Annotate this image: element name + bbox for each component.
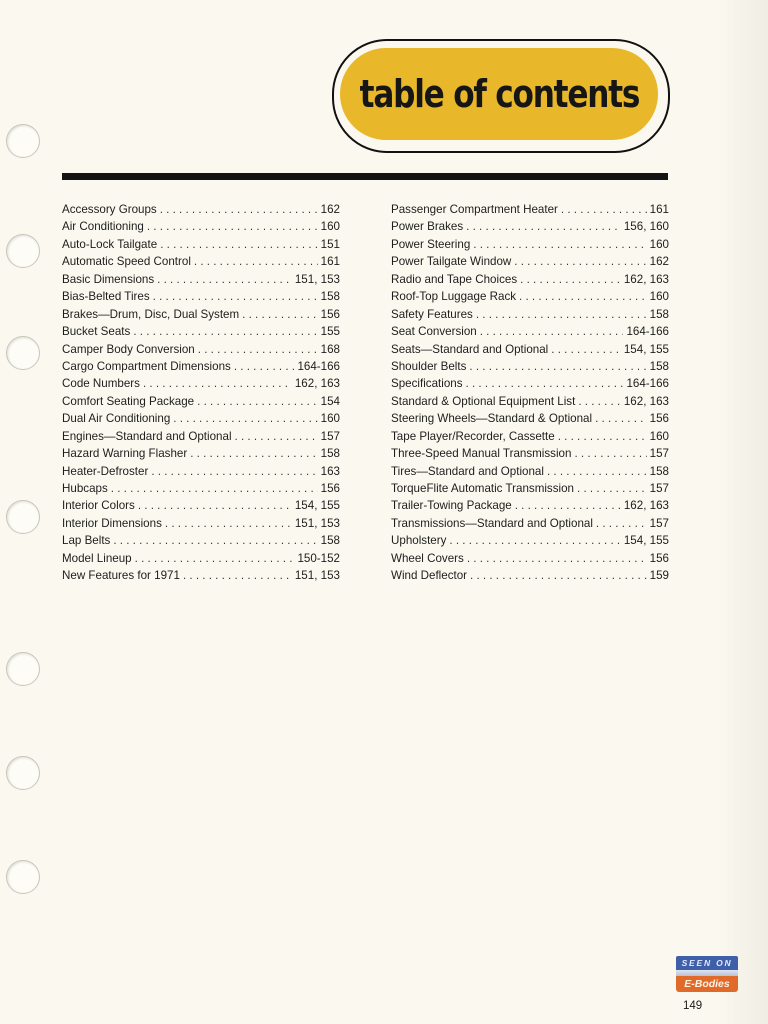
toc-entry (391, 497, 669, 514)
toc-entry-page: 163 (320, 464, 340, 478)
toc-dot-leader (514, 253, 646, 270)
toc-dot-leader (558, 428, 647, 445)
toc-entry (62, 271, 340, 288)
toc-dot-leader (173, 410, 317, 427)
toc-dot-leader (519, 288, 647, 305)
toc-entry (391, 567, 669, 584)
toc-dot-leader (551, 341, 621, 358)
toc-entry-label: Comfort Seating Package (62, 394, 195, 408)
toc-entry-label: Seat Conversion (391, 325, 477, 339)
toc-dot-leader (160, 236, 317, 253)
toc-dot-leader (596, 515, 647, 532)
toc-entry-label: Trailer-Towing Package (391, 499, 512, 513)
toc-entry-page: 154, 155 (623, 534, 669, 548)
toc-entry (391, 358, 669, 375)
toc-dot-leader (160, 201, 318, 218)
toc-entry (62, 288, 340, 305)
toc-dot-leader (480, 323, 624, 340)
toc-entry (391, 323, 669, 340)
toc-dot-leader (135, 550, 295, 567)
toc-entry-label: Tires—Standard and Optional (391, 464, 544, 478)
toc-entry (391, 393, 669, 410)
toc-entry-page: 161 (320, 255, 340, 269)
toc-entry (391, 410, 669, 427)
toc-entry (391, 236, 669, 253)
binder-hole (6, 652, 40, 686)
toc-dot-leader (449, 532, 620, 549)
toc-dot-leader (234, 358, 295, 375)
toc-dot-leader (133, 323, 317, 340)
toc-entry-page: 160 (320, 412, 340, 426)
toc-dot-leader (561, 201, 647, 218)
toc-entry-page: 160 (649, 290, 669, 304)
binder-hole (6, 860, 40, 894)
toc-entry-page: 158 (649, 464, 669, 478)
toc-entry (391, 341, 669, 358)
toc-dot-leader (515, 497, 621, 514)
toc-entry (391, 480, 669, 497)
toc-entry-label: Safety Features (391, 307, 473, 321)
toc-entry-label: Dual Air Conditioning (62, 412, 171, 426)
binder-hole (6, 234, 40, 268)
toc-entry (62, 428, 340, 445)
toc-entry-label: Code Numbers (62, 377, 140, 391)
toc-entry-label: New Features for 1971 (62, 569, 180, 583)
toc-entry-label: Radio and Tape Choices (391, 272, 518, 286)
binder-hole (6, 124, 40, 158)
toc-entry-page: 150-152 (297, 551, 340, 565)
toc-dot-leader (473, 236, 646, 253)
toc-entry (62, 253, 340, 270)
toc-entry-page: 164-166 (626, 325, 669, 339)
toc-entry (391, 532, 669, 549)
toc-dot-leader (197, 393, 318, 410)
toc-entry (391, 463, 669, 480)
toc-entry-page: 162 (649, 255, 669, 269)
toc-entry-label: Tape Player/Recorder, Cassette (391, 429, 555, 443)
toc-dot-leader (165, 515, 292, 532)
toc-dot-leader (198, 341, 318, 358)
toc-dot-leader (466, 218, 621, 235)
toc-entry-page: 156 (649, 412, 669, 426)
toc-entry-label: Basic Dimensions (62, 272, 155, 286)
toc-entry-page: 158 (320, 534, 340, 548)
toc-entry-page: 155 (320, 325, 340, 339)
toc-dot-leader (547, 463, 647, 480)
toc-entry (62, 532, 340, 549)
toc-entry-label: Wind Deflector (391, 569, 468, 583)
toc-entry-page: 156, 160 (623, 220, 669, 234)
toc-entry-label: TorqueFlite Automatic Transmission (391, 482, 574, 495)
toc-entry-page: 154, 155 (623, 342, 669, 356)
toc-entry (391, 218, 669, 235)
toc-entry-label: Camper Body Conversion (62, 342, 195, 356)
toc-entry-label: Three-Speed Manual Transmission (391, 447, 572, 461)
toc-entry (391, 428, 669, 445)
toc-entry-page: 158 (649, 359, 669, 373)
toc-dot-leader (578, 393, 621, 410)
binder-hole (6, 500, 40, 534)
toc-dot-leader (157, 271, 292, 288)
toc-entry-label: Power Brakes (391, 220, 464, 234)
toc-entry (391, 201, 669, 218)
toc-entry (62, 306, 340, 323)
toc-entry-page: 156 (320, 307, 340, 321)
toc-entry-label: Bucket Seats (62, 325, 131, 339)
toc-entry (391, 288, 669, 305)
toc-entry-label: Hazard Warning Flasher (62, 447, 188, 461)
toc-dot-leader (466, 375, 624, 392)
toc-entry-page: 151, 153 (294, 516, 340, 530)
toc-entry-label: Bias-Belted Tires (62, 290, 150, 304)
toc-entry (62, 218, 340, 235)
toc-dot-leader (153, 288, 318, 305)
toc-entry-page: 162, 163 (623, 499, 669, 513)
toc-dot-leader (469, 358, 646, 375)
toc-entry-label: Hubcaps (62, 482, 108, 495)
toc-entry (62, 567, 340, 584)
toc-entry (62, 480, 340, 497)
toc-entry (62, 358, 340, 375)
toc-entry-label: Power Steering (391, 237, 471, 251)
toc-dot-leader (235, 428, 318, 445)
toc-dot-leader (183, 567, 292, 584)
toc-entry (391, 550, 669, 567)
toc-entry (62, 445, 340, 462)
watermark-bottom-text: E-Bodies (676, 976, 738, 992)
toc-entry-page: 162, 163 (623, 272, 669, 286)
toc-entry (62, 375, 340, 392)
page-number: 149 (683, 1000, 703, 1012)
toc-entry-page: 168 (320, 342, 340, 356)
toc-entry-page: 160 (649, 429, 669, 443)
toc-entry-page: 162, 163 (294, 377, 340, 391)
page-title: table of contents (359, 72, 639, 116)
toc-entry-label: Auto-Lock Tailgate (62, 237, 158, 251)
toc-entry (391, 306, 669, 323)
toc-dot-leader (151, 463, 317, 480)
toc-entry (62, 393, 340, 410)
toc-entry-label: Transmissions—Standard and Optional (391, 516, 593, 530)
toc-entry (62, 323, 340, 340)
binder-hole (6, 756, 40, 790)
binder-hole (6, 336, 40, 370)
toc-entry-page: 157 (649, 447, 669, 461)
toc-entry-label: Model Lineup (62, 551, 132, 565)
toc-entry-page: 154 (320, 394, 340, 408)
toc-dot-leader (577, 480, 647, 497)
header-rule (62, 173, 668, 180)
watermark-logo (676, 956, 738, 994)
toc-entry (62, 410, 340, 427)
toc-entry-page: 154, 155 (294, 499, 340, 513)
toc-entry (62, 515, 340, 532)
toc-entry (391, 515, 669, 532)
toc-dot-leader (147, 218, 318, 235)
toc-entry-label: Roof-Top Luggage Rack (391, 290, 517, 304)
page-edge (718, 0, 768, 1024)
toc-entry (391, 445, 669, 462)
toc-dot-leader (470, 567, 647, 584)
toc-entry-label: Accessory Groups (62, 203, 157, 216)
toc-dot-leader (113, 532, 317, 549)
toc-entry (391, 253, 669, 270)
toc-dot-leader (111, 480, 318, 497)
toc-dot-leader (520, 271, 621, 288)
title-pill (340, 48, 658, 140)
watermark-top-text: SEEN ON (676, 956, 738, 970)
toc-entry-label: Standard & Optional Equipment List (391, 394, 576, 408)
toc-dot-leader (143, 375, 292, 392)
toc-entry-page: 159 (649, 569, 669, 583)
toc-column-left (62, 201, 340, 585)
toc-dot-leader (574, 445, 646, 462)
toc-entry-page: 164-166 (626, 377, 669, 391)
toc-entry (62, 463, 340, 480)
toc-dot-leader (242, 306, 317, 323)
toc-entry-page: 158 (649, 307, 669, 321)
toc-entry-label: Lap Belts (62, 534, 111, 548)
toc-entry-label: Specifications (391, 377, 463, 391)
toc-entry-label: Power Tailgate Window (391, 255, 512, 269)
toc-entry-page: 160 (320, 220, 340, 234)
toc-entry (391, 375, 669, 392)
toc-entry-label: Passenger Compartment Heater (391, 203, 558, 216)
toc-entry-page: 157 (649, 482, 669, 495)
toc-entry-label: Heater-Defroster (62, 464, 149, 478)
toc-entry-label: Upholstery (391, 534, 447, 548)
toc-entry-page: 157 (649, 516, 669, 530)
toc-entry (62, 236, 340, 253)
toc-entry (62, 341, 340, 358)
toc-entry-page: 151, 153 (294, 272, 340, 286)
toc-dot-leader (595, 410, 647, 427)
toc-entry-page: 156 (649, 551, 669, 565)
toc-entry-page: 158 (320, 447, 340, 461)
toc-entry (391, 271, 669, 288)
toc-entry-page: 162 (320, 203, 340, 216)
toc-entry-page: 151 (320, 237, 340, 251)
toc-entry (62, 201, 340, 218)
toc-entry-label: Air Conditioning (62, 220, 144, 234)
toc-dot-leader (190, 445, 317, 462)
toc-entry-page: 162, 163 (623, 394, 669, 408)
toc-dot-leader (194, 253, 318, 270)
toc-entry-label: Brakes—Drum, Disc, Dual System (62, 307, 240, 321)
toc-entry-page: 158 (320, 290, 340, 304)
toc-entry-label: Interior Colors (62, 499, 135, 513)
toc-entry (62, 497, 340, 514)
toc-entry (62, 550, 340, 567)
toc-entry-label: Engines—Standard and Optional (62, 429, 232, 443)
toc-entry-page: 156 (320, 482, 340, 495)
toc-entry-label: Shoulder Belts (391, 359, 467, 373)
toc-dot-leader (467, 550, 647, 567)
toc-entry-label: Steering Wheels—Standard & Optional (391, 412, 593, 426)
toc-entry-page: 151, 153 (294, 569, 340, 583)
toc-dot-leader (476, 306, 647, 323)
toc-entry-label: Seats—Standard and Optional (391, 342, 549, 356)
toc-dot-leader (138, 497, 292, 514)
toc-entry-page: 164-166 (297, 359, 340, 373)
toc-entry-label: Cargo Compartment Dimensions (62, 359, 231, 373)
toc-entry-page: 161 (649, 203, 669, 216)
toc-entry-label: Automatic Speed Control (62, 255, 191, 269)
toc-entry-label: Wheel Covers (391, 551, 464, 565)
toc-entry-page: 157 (320, 429, 340, 443)
toc-column-right (391, 201, 669, 585)
toc-entry-label: Interior Dimensions (62, 516, 162, 530)
toc-entry-page: 160 (649, 237, 669, 251)
